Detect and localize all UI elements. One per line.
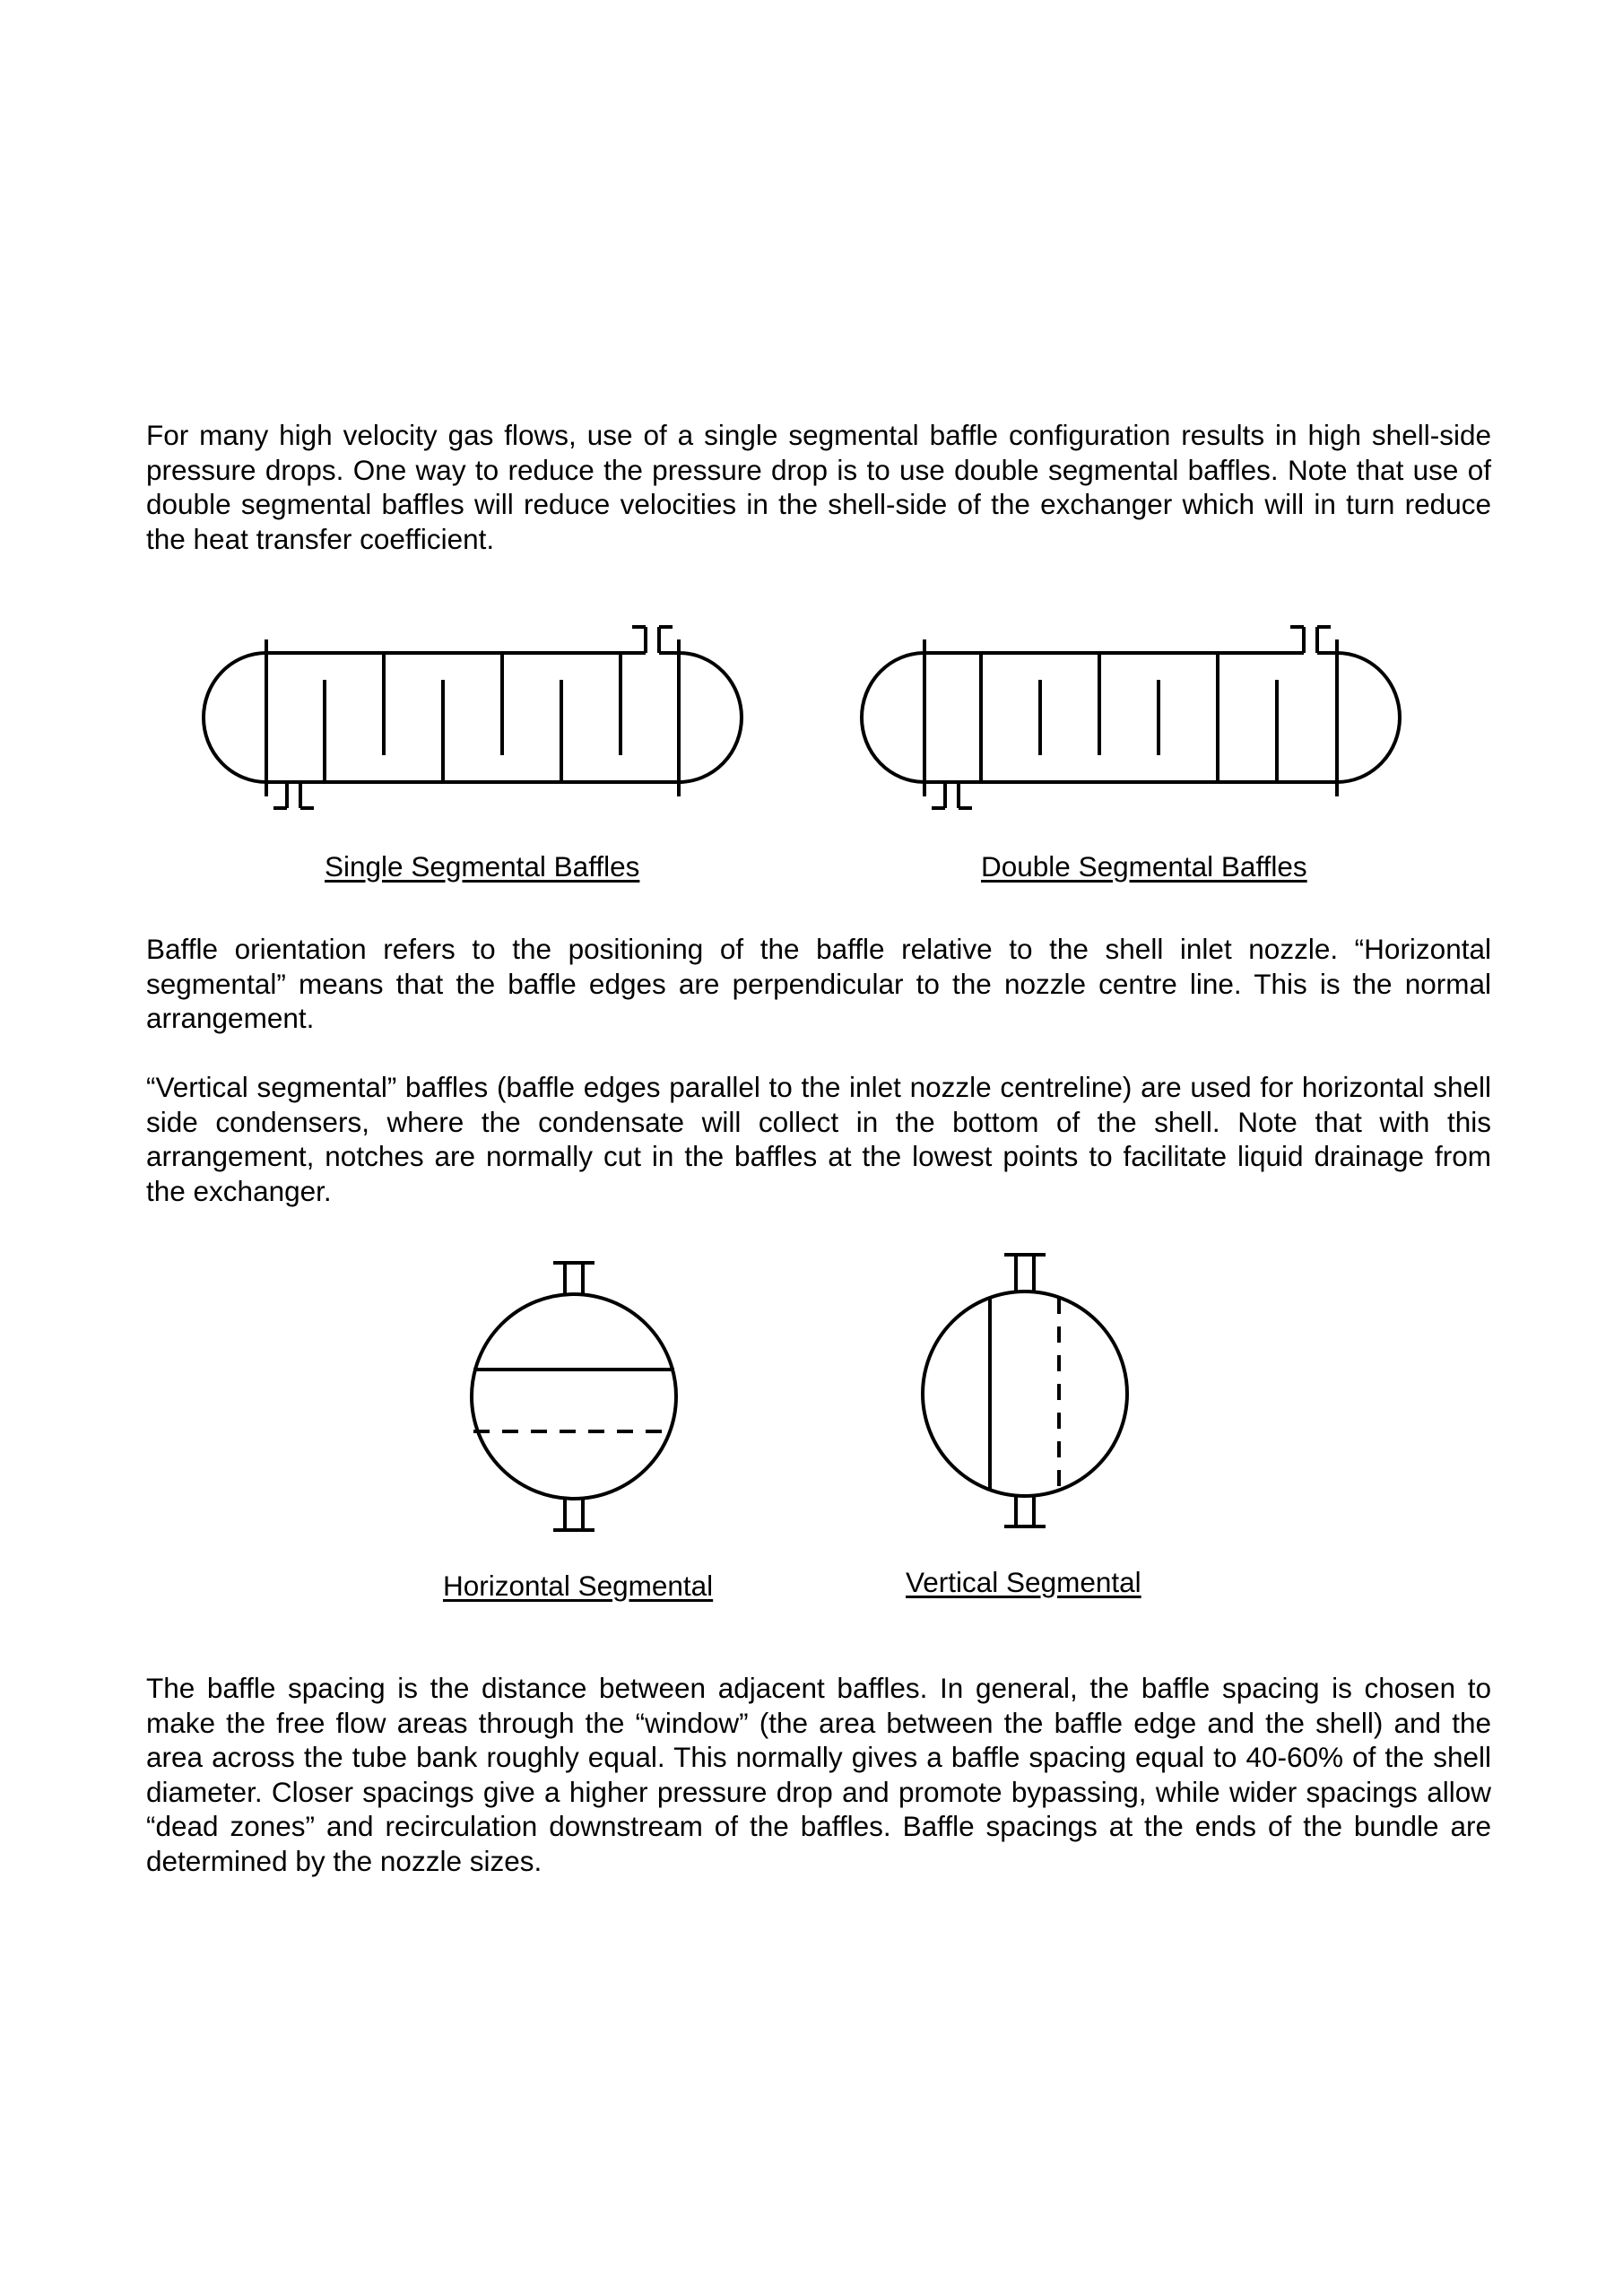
vertical-segmental-drawing [923, 1255, 1127, 1526]
paragraph-vertical-segmental: “Vertical segmental” baffles (baffle edges parallel to the inlet nozzle centreline) are used for horizontal shell side condensers, where the condensate will collect in the bottom of the shell. Note that with this arrangement, notches are normally cut in the baffles at the lowest points to facilitate liquid drainage from the exchanger. [146, 1071, 1491, 1207]
paragraph-baffle-orientation: Baffle orientation refers to the positioning of the baffle relative to the shell inlet nozzle. “Horizontal segmental” means that the baffle edges are perpendicular to the nozzle centre line. This is the normal arrangement. [146, 933, 1491, 1034]
paragraph-baffle-spacing: The baffle spacing is the distance between adjacent baffles. In general, the baffle spacing is chosen to make the free flow areas through the “window” (the area between the baffle edge and the shell) and the area across the tube bank roughly equal. This normally gives a baffle spacing equal to 40-60% of the shell diameter. Closer spacings give a higher pressure drop and promote bypassing, while wider spacings allow “dead zones” and recirculation downstream of the baffles. Baffle spacings at the ends of the bundle are determined by the nozzle sizes. [146, 1672, 1491, 1877]
caption-vertical-segmental: Vertical Segmental [906, 1566, 1141, 1598]
paragraph-baffle-configuration: For many high velocity gas flows, use of a single segmental baffle configuration results in high shell-side pressure drops. One way to reduce the pressure drop is to use double segmental baffles. Note that use of double segmental baffles will reduce velocities in the shell-side of the exchanger which will in turn reduce the heat transfer coefficient. [146, 419, 1491, 555]
caption-single-segmental: Single Segmental Baffles [325, 850, 640, 883]
horizontal-segmental-drawing [472, 1263, 676, 1530]
caption-double-segmental: Double Segmental Baffles [981, 850, 1307, 883]
caption-horizontal-segmental: Horizontal Segmental [443, 1570, 714, 1602]
